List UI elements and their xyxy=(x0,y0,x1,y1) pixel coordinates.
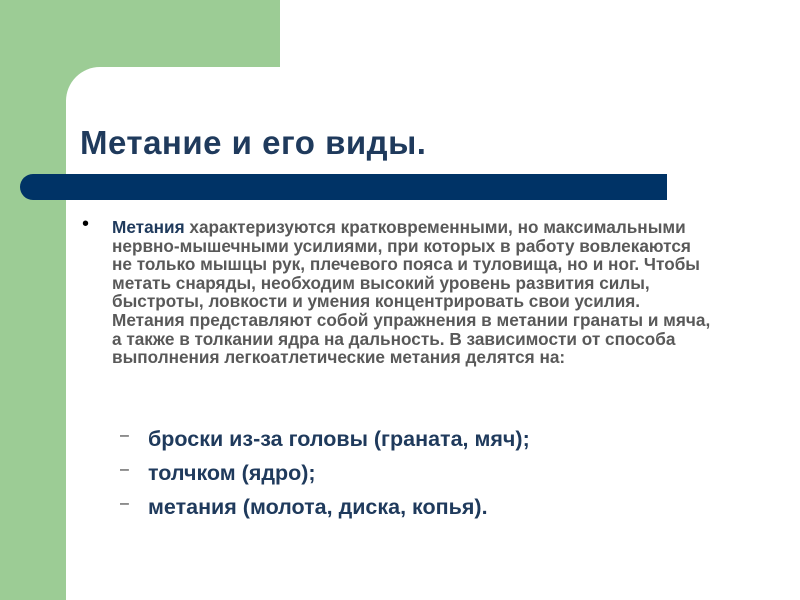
dash-icon: – xyxy=(120,461,129,478)
dash-icon: – xyxy=(120,427,129,444)
list-item xyxy=(120,490,530,524)
bullet-icon: • xyxy=(82,213,90,235)
dash-icon: – xyxy=(120,495,129,512)
list-item-text: метания (молота, диска, копья). xyxy=(148,495,488,519)
title-underline-bar xyxy=(20,174,667,200)
slide-title: Метание и его виды. xyxy=(80,124,427,161)
paragraph-lead-word: Метания xyxy=(112,217,185,237)
list-item-text: броски из-за головы (граната, мяч); xyxy=(148,427,530,451)
list-item-text: толчком (ядро); xyxy=(148,461,316,485)
throw-types-list xyxy=(120,422,530,524)
list-item xyxy=(120,456,530,490)
paragraph-text: характеризуются кратковременными, но максимальными нервно-мышечными усилиями, при которых в работу вовлекаются не только мышцы рук, плечевого пояса и туловища, но и ног. Чтобы метать снаряды, необходим высокий уровень развития силы, быстроты, ловкости и умения концентрировать свои усилия. Метания представляют собой упражнения в метании гранаты и мяча, а также в толкании ядра на дальность. В зависимости от способа выполнения легкоатлетические метания делятся на: xyxy=(112,217,711,368)
main-paragraph xyxy=(112,218,712,367)
list-item xyxy=(120,422,530,456)
